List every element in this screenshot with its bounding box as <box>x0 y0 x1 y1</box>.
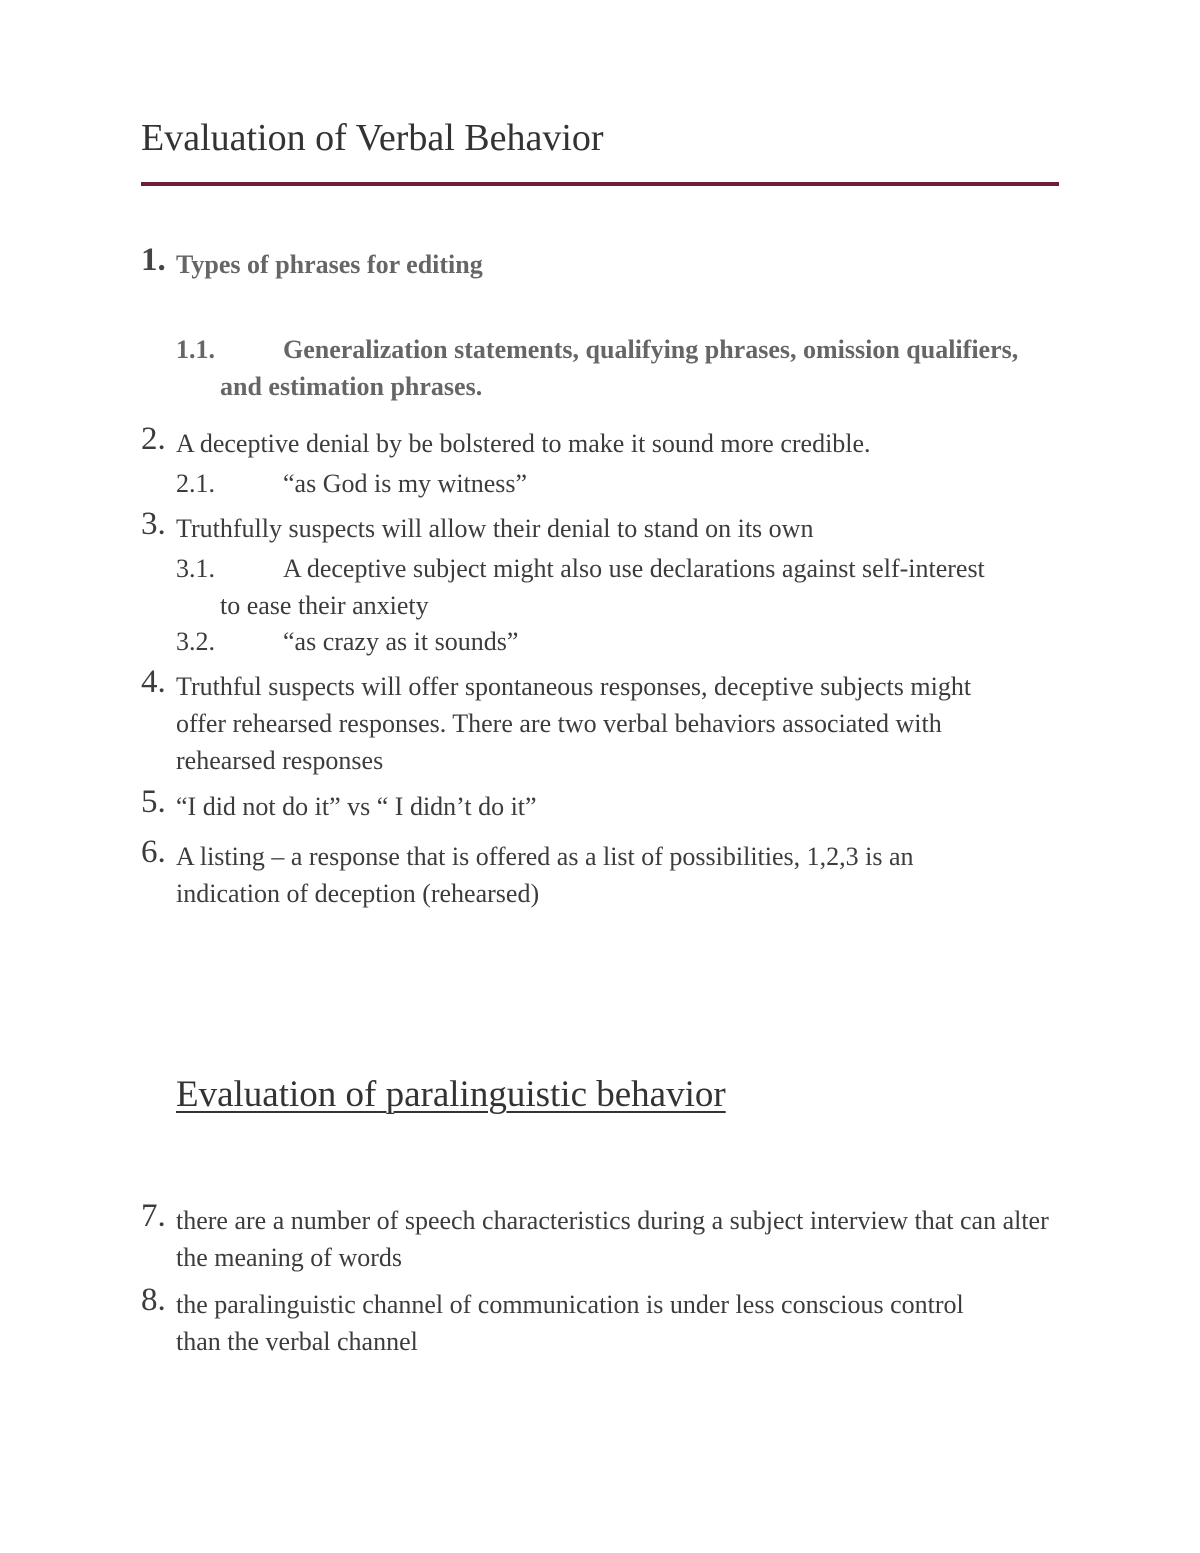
list-number: 5. <box>141 784 166 820</box>
sub-item-2-1 <box>176 465 1016 502</box>
list-text: the paralinguistic channel of communication is under less conscious control than the verbal channel <box>176 1290 964 1356</box>
sub-text: Generalization statements, qualifying phrases, omission qualifiers, and estimation phrases. <box>220 335 1019 401</box>
list-text: Types of phrases for editing <box>176 250 483 279</box>
section-heading-paralinguistic: Evaluation of paralinguistic behavior <box>176 1074 726 1115</box>
sub-number: 1.1. <box>176 335 215 364</box>
list-item-1 <box>141 242 1061 283</box>
sub-text: “as crazy as it sounds” <box>283 627 519 656</box>
list-number: 8. <box>141 1282 166 1318</box>
list-item-4 <box>141 664 1011 779</box>
list-number: 6. <box>141 834 166 870</box>
list-text: A deceptive denial by be bolstered to make it sound more credible. <box>176 429 871 458</box>
list-text: there are a number of speech characteristics during a subject interview that can alter the meaning of words <box>176 1206 1049 1272</box>
sub-item-1-1 <box>176 331 1036 405</box>
list-item-6 <box>141 834 1021 912</box>
list-text: Truthful suspects will offer spontaneous responses, deceptive subjects might offer rehearsed responses. There are two verbal behaviors associated with rehearsed responses <box>176 672 972 775</box>
sub-number: 3.1. <box>176 554 215 583</box>
sub-item-3-2 <box>176 623 1016 660</box>
sub-number: 3.2. <box>176 627 215 656</box>
list-number: 1. <box>141 242 166 278</box>
list-number: 7. <box>141 1198 166 1234</box>
title-divider <box>141 182 1059 186</box>
list-text: Truthfully suspects will allow their denial to stand on its own <box>176 514 814 543</box>
sub-item-3-1 <box>176 550 1006 624</box>
list-item-5 <box>141 784 1061 825</box>
list-item-2 <box>141 421 1061 462</box>
list-text: A listing – a response that is offered as a list of possibilities, 1,2,3 is an indication of deception (rehearsed) <box>176 842 914 908</box>
list-number: 3. <box>141 506 166 542</box>
list-item-7 <box>141 1198 1066 1276</box>
list-item-3 <box>141 506 1061 547</box>
list-number: 4. <box>141 664 166 700</box>
list-text: “I did not do it” vs “ I didn’t do it” <box>176 792 537 821</box>
document-title: Evaluation of Verbal Behavior <box>141 117 604 159</box>
sub-text: A deceptive subject might also use declarations against self-interest to ease their anxiety <box>220 554 985 620</box>
sub-number: 2.1. <box>176 469 215 498</box>
list-item-8 <box>141 1282 1001 1360</box>
sub-text: “as God is my witness” <box>283 469 528 498</box>
list-number: 2. <box>141 421 166 457</box>
